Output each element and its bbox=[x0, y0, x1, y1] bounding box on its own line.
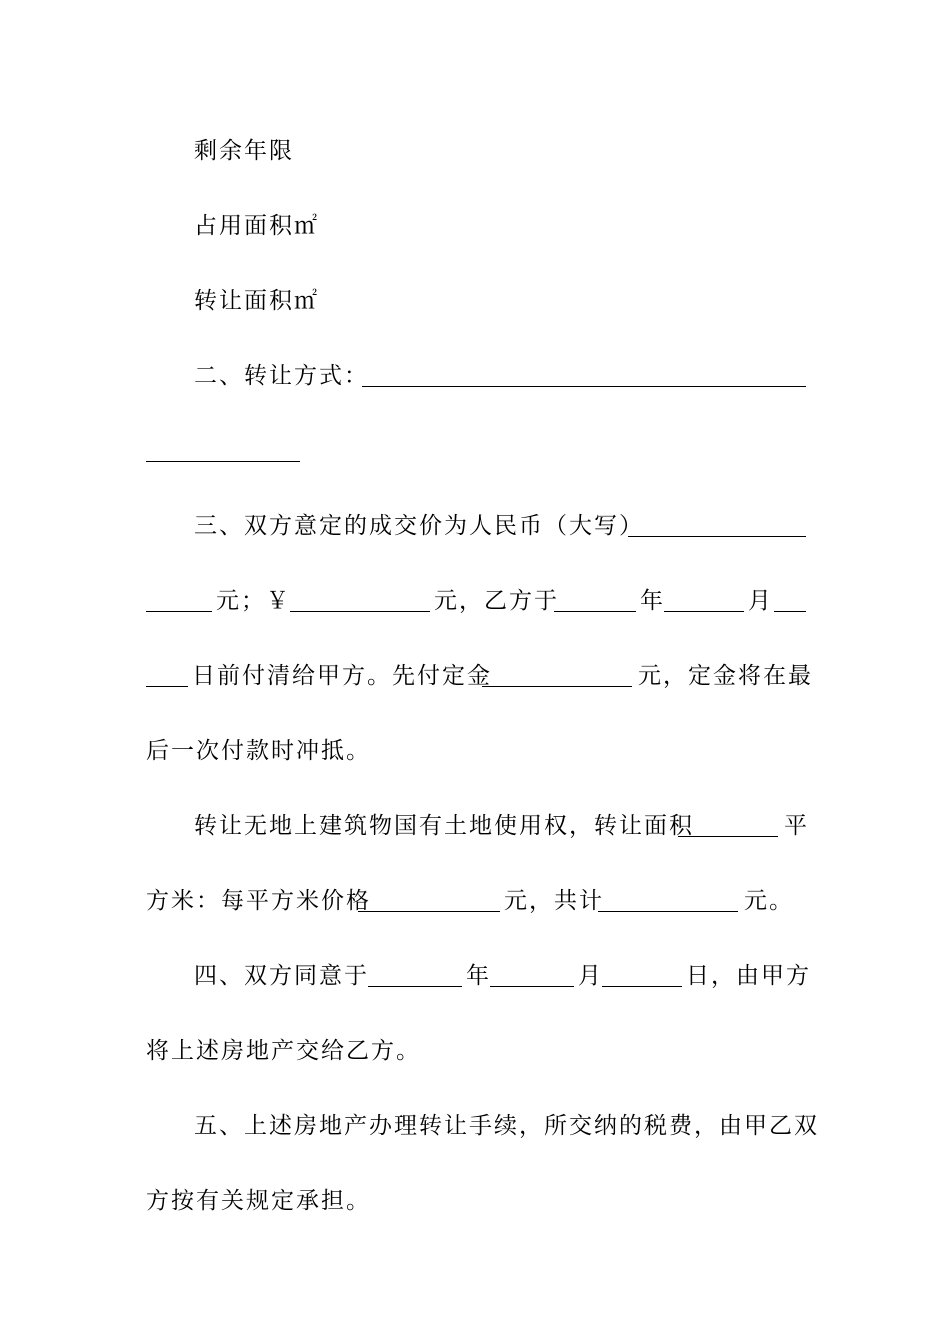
pay-before-deposit-label: 日前付清给甲方。先付定金 bbox=[192, 663, 492, 689]
price-line-1 bbox=[146, 506, 854, 546]
final-payment-line bbox=[146, 731, 806, 771]
handover-date-line bbox=[146, 956, 414, 996]
transfer-area-label: 转让面积㎡ bbox=[194, 288, 319, 314]
handover-party-a-label: 日，由甲方 bbox=[686, 963, 811, 989]
handover-month-label-wrap bbox=[578, 956, 608, 996]
land-area-blank[interactable] bbox=[678, 835, 778, 837]
total-yuan-wrap bbox=[744, 881, 804, 921]
tax-clause-text: 五、上述房地产办理转让手续，所交纳的税费，由甲乙双 bbox=[194, 1113, 819, 1139]
total-amount-blank[interactable] bbox=[598, 910, 738, 912]
occupied-area-line bbox=[146, 206, 854, 246]
price-clause-text: 三、双方意定的成交价为人民币（大写） bbox=[194, 513, 644, 539]
handover-month-blank[interactable] bbox=[490, 985, 574, 987]
handover-year-label: 年 bbox=[466, 963, 491, 989]
occupied-area-label: 占用面积㎡ bbox=[194, 213, 319, 239]
pay-year-blank[interactable] bbox=[554, 610, 636, 612]
price-capital-blank[interactable] bbox=[628, 535, 806, 537]
transfer-method-line bbox=[146, 356, 854, 396]
handover-agree-label: 四、双方同意于 bbox=[194, 963, 369, 989]
remaining-years-line bbox=[146, 131, 854, 171]
pay-month-blank[interactable] bbox=[664, 610, 744, 612]
land-area-unit-label: 平 bbox=[784, 813, 809, 839]
handover-year-blank[interactable] bbox=[368, 985, 462, 987]
handover-text: 将上述房地产交给乙方。 bbox=[146, 1038, 421, 1064]
pay-year-label-wrap bbox=[640, 581, 670, 621]
pay-day-blank-continued[interactable] bbox=[146, 685, 188, 687]
deposit-offset-label: 元，定金将在最 bbox=[638, 663, 813, 689]
remaining-years-label: 剩余年限 bbox=[194, 138, 294, 164]
price-numeric-blank[interactable] bbox=[290, 610, 430, 612]
party-b-label-wrap bbox=[434, 581, 564, 621]
yuan-rmb-label-wrap bbox=[216, 581, 306, 621]
total-yuan-label: 元。 bbox=[744, 888, 794, 914]
transfer-method-label: 二、转让方式： bbox=[194, 363, 369, 389]
party-b-pay-by-label: 元，乙方于 bbox=[434, 588, 559, 614]
pay-month-label: 月 bbox=[748, 588, 773, 614]
handover-year-label-wrap bbox=[466, 956, 496, 996]
land-area-unit-wrap bbox=[784, 806, 814, 846]
transfer-method-blank[interactable] bbox=[362, 385, 806, 387]
handover-day-blank[interactable] bbox=[602, 985, 682, 987]
land-use-right-text: 转让无地上建筑物国有土地使用权，转让面积 bbox=[194, 813, 694, 839]
pay-year-label: 年 bbox=[640, 588, 665, 614]
unit-price-blank[interactable] bbox=[358, 910, 500, 912]
deposit-offset-wrap bbox=[638, 656, 818, 696]
yuan-rmb-label: 元；￥ bbox=[216, 588, 291, 614]
transfer-area-line bbox=[146, 281, 854, 321]
tax-clause-line-2 bbox=[146, 1181, 806, 1221]
handover-line-2 bbox=[146, 1031, 806, 1071]
tax-clause-text-2: 方按有关规定承担。 bbox=[146, 1188, 371, 1214]
handover-party-a-wrap bbox=[686, 956, 816, 996]
deposit-label-wrap bbox=[192, 656, 492, 696]
unit-price-line bbox=[146, 881, 371, 921]
final-payment-text: 后一次付款时冲抵。 bbox=[146, 738, 371, 764]
transfer-method-blank-continued[interactable] bbox=[146, 460, 300, 462]
land-use-right-line bbox=[146, 806, 854, 846]
price-capital-blank-continued[interactable] bbox=[146, 610, 212, 612]
total-label-wrap bbox=[504, 881, 604, 921]
deposit-amount-blank[interactable] bbox=[482, 685, 632, 687]
pay-day-blank[interactable] bbox=[774, 610, 806, 612]
pay-month-label-wrap bbox=[748, 581, 778, 621]
unit-price-label: 方米：每平方米价格 bbox=[146, 888, 371, 914]
tax-clause-line bbox=[146, 1106, 854, 1146]
total-label: 元，共计 bbox=[504, 888, 604, 914]
handover-month-label: 月 bbox=[578, 963, 603, 989]
